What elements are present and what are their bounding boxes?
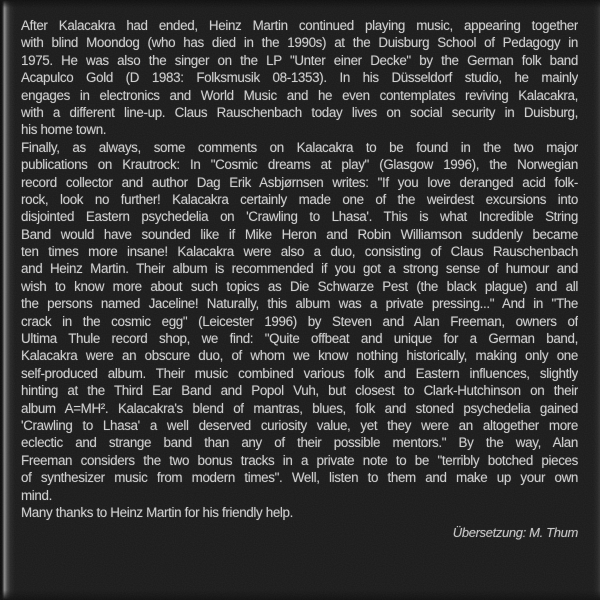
scan-edge-right xyxy=(593,0,600,600)
text-line: 1975. He was also the singer on the LP "Unter einer Decke" by the German folk band xyxy=(21,52,578,68)
text-line: eclectic and strange band than any of their possible mentors." By the way, Alan xyxy=(21,435,578,451)
text-line: Kalacakra were an obscure duo, of whom we know nothing historically, making only one xyxy=(21,348,578,364)
text-line: rock, look no further! Kalacakra certainly made one of the weirdest excursions into xyxy=(21,191,578,207)
scan-edge-left xyxy=(0,0,15,600)
liner-notes-block xyxy=(21,17,578,542)
text-line: his home town. xyxy=(21,122,107,138)
text-line: Band would have sounded like if Mike Heron and Robin Williamson suddenly became xyxy=(21,226,578,242)
text-line: engages in electronics and World Music and he even contemplates reviving Kalacakra, xyxy=(21,87,578,103)
text-line: disjointed Eastern psychedelia on 'Crawling to Lhasa'. This is what Incredible String xyxy=(21,209,578,225)
text-line: After Kalacakra had ended, Heinz Martin continued playing music, appearing together xyxy=(21,18,578,33)
text-line: Many thanks to Heinz Martin for his friendly help. xyxy=(21,504,294,520)
translation-credit: Übersetzung: M. Thum xyxy=(452,525,578,541)
text-line: record collector and author Dag Erik Asbjørnsen writes: "If you love deranged acid folk- xyxy=(21,174,578,190)
text-line: Finally, as always, some comments on Kalacakra to be found in the two major xyxy=(21,139,578,155)
text-line: mind. xyxy=(21,487,52,503)
text-line: wish to know more about such topics as Die Schwarze Pest (the black plague) and all xyxy=(21,278,578,294)
text-line: and Heinz Martin. Their album is recommended if you got a strong sense of humour and xyxy=(21,261,578,277)
text-line: ten times more insane! Kalacakra were also a duo, consisting of Claus Rauschenbach xyxy=(21,244,578,260)
scan-edge-bottom xyxy=(0,590,600,600)
text-line: Freeman considers the two bonus tracks in a private note to be "terribly botched pieces xyxy=(21,452,578,468)
text-line: with a different line-up. Claus Rauschenbach today lives on social security in Duisburg, xyxy=(21,104,578,120)
text-line: self-produced album. Their music combined various folk and Eastern influences, slightly xyxy=(21,365,578,381)
text-line: 'Crawling to Lhasa' a well deserved curiosity value, yet they were an altogether more xyxy=(21,417,578,433)
text-line: album A=MH². Kalacakra's blend of mantras, blues, folk and stoned psychedelia gained xyxy=(21,400,578,416)
text-line: hinting at the Third Ear Band and Popol Vuh, but closest to Clark-Hutchinson on their xyxy=(21,383,578,399)
liner-notes-text xyxy=(21,17,578,521)
text-line: the persons named Jaceline! Naturally, this album was a private pressing..." And in "The xyxy=(21,296,578,312)
text-line: publications on Krautrock: In "Cosmic dreams at play" (Glasgow 1996), the Norwegian xyxy=(21,157,578,173)
text-line: crack in the cosmic egg" (Leicester 1996) by Steven and Alan Freeman, owners of xyxy=(21,313,578,329)
text-line: with blind Moondog (who has died in the 1990s) at the Duisburg School of Pedagogy in xyxy=(21,35,578,51)
text-line: Ultima Thule record shop, we find: "Quite offbeat and unique for a German band, xyxy=(21,331,578,347)
text-line: Acapulco Gold (D 1983: Folksmusik 08-1353). In his Düsseldorf studio, he mainly xyxy=(21,70,578,86)
scan-edge-top xyxy=(0,0,600,8)
text-line: of synthesizer music from modern times". Well, listen to them and make up your own xyxy=(21,470,578,486)
